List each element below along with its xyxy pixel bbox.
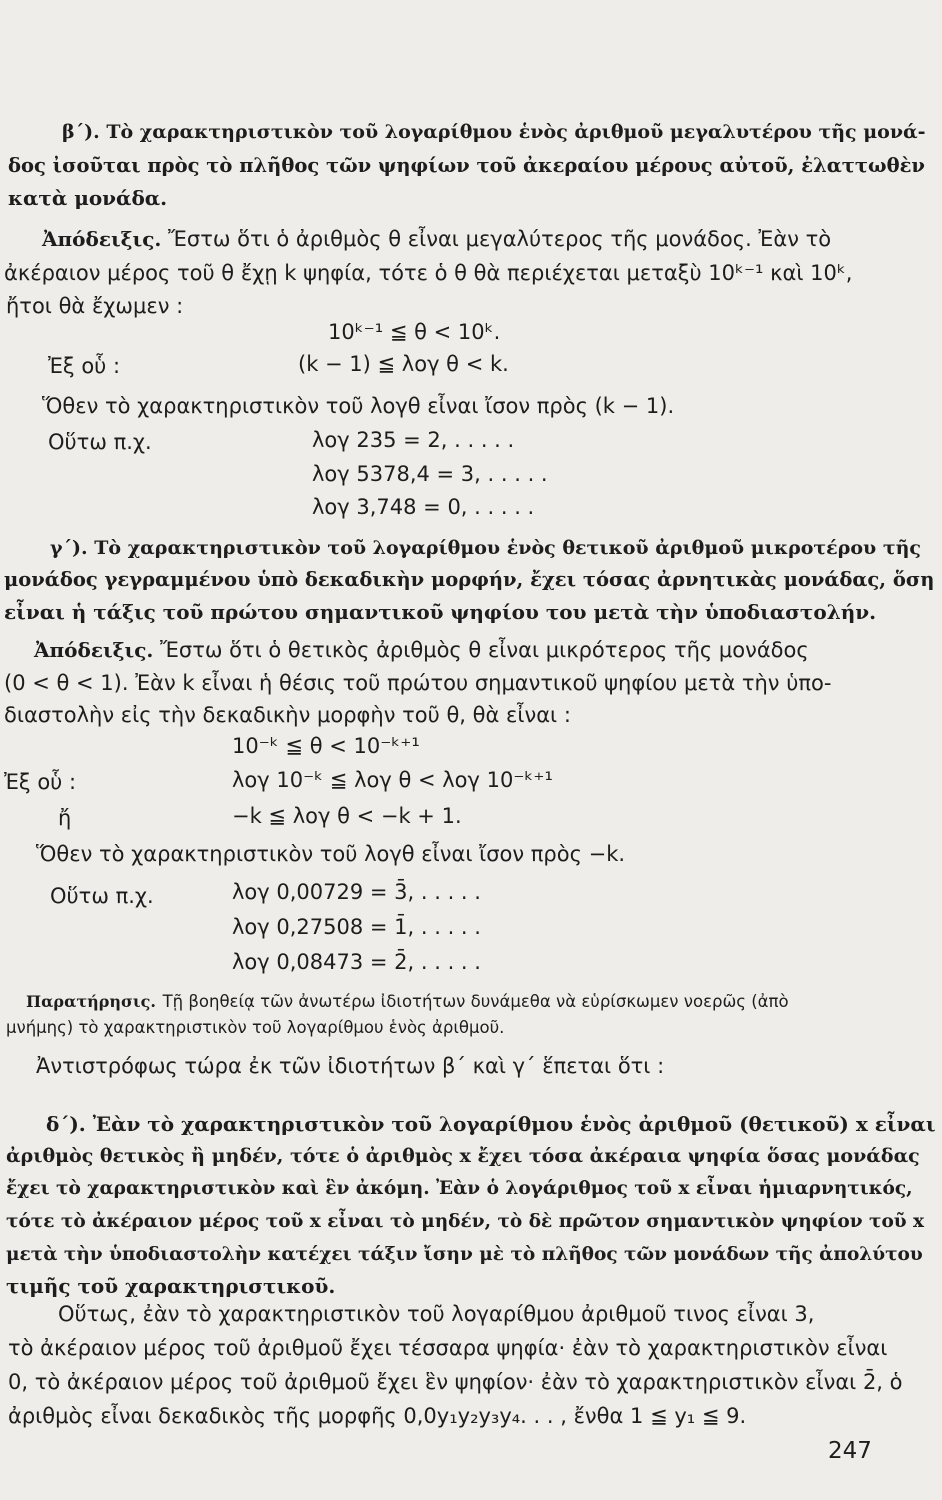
beta-example-1: λογ 235 = 2, . . . . .	[312, 428, 515, 452]
gamma-example-label: Οὕτω π.χ.	[50, 884, 154, 908]
gamma-proof	[34, 636, 809, 664]
closing-line-3: 0, τὸ ἀκέραιον μέρος τοῦ ἀριθμοῦ ἔχει ἓν ψηφίον· ἐὰν τὸ χαρακτηριστικὸν εἶναι 2̄, ὁ	[8, 1370, 903, 1394]
beta-proof-line-2: ἀκέραιον μέρος τοῦ θ ἔχῃ k ψηφία, τότε ὁ θ θὰ περιέχεται μεταξὺ 10ᵏ⁻¹ καὶ 10ᵏ,	[4, 261, 853, 285]
gamma-example-1: λογ 0,00729 = 3̄, . . . . .	[232, 880, 481, 904]
gamma-proof-line-1: Ἔστω ὅτι ὁ θετικὸς ἀριθμὸς θ εἶναι μικρότερος τῆς μονάδος	[160, 638, 809, 662]
closing-line-1: Οὕτως, ἐὰν τὸ χαρακτηριστικὸν τοῦ λογαρίθμου ἀριθμοῦ τινος εἶναι 3,	[58, 1302, 815, 1326]
converse-statement: Ἀντιστρόφως τώρα ἐκ τῶν ἰδιοτήτων β΄ καὶ γ΄ ἕπεται ὅτι :	[36, 1054, 665, 1078]
beta-example-label: Οὕτω π.χ.	[48, 430, 152, 454]
delta-statement-line-4: τότε τὸ ἀκέραιον μέρος τοῦ x εἶναι τὸ μηδέν, τὸ δὲ πρῶτον σημαντικὸν ψηφίον τοῦ x	[6, 1211, 925, 1232]
gamma-conclusion: Ὅθεν τὸ χαρακτηριστικὸν τοῦ λογθ εἶναι ἴσον πρὸς −k.	[36, 842, 626, 866]
gamma-hence-label: Ἐξ οὗ :	[4, 770, 77, 794]
gamma-inequality-3: −k ≦ λογ θ < −k + 1.	[232, 804, 462, 828]
beta-inequality-1: 10ᵏ⁻¹ ≦ θ < 10ᵏ.	[328, 320, 501, 344]
gamma-statement-line-3: εἶναι ἡ τάξις τοῦ πρώτου σημαντικοῦ ψηφίου του μετὰ τὴν ὑποδιαστολήν.	[4, 600, 877, 624]
beta-proof-label: Ἀπόδειξις.	[42, 227, 162, 251]
gamma-example-2: λογ 0,27508 = 1̄, . . . . .	[232, 915, 481, 939]
gamma-example-3: λογ 0,08473 = 2̄, . . . . .	[232, 950, 481, 974]
delta-statement-line-2: ἀριθμὸς θετικὸς ἢ μηδέν, τότε ὁ ἀριθμὸς x ἔχει τόσα ἀκέραια ψηφία ὅσας μονάδας	[6, 1145, 920, 1167]
delta-statement-line-5: μετὰ τὴν ὑποδιαστολὴν κατέχει τάξιν ἴσην μὲ τὸ πλῆθος τῶν μονάδων τῆς ἀπολύτου	[6, 1244, 923, 1265]
beta-proof-line-3: ἤτοι θὰ ἔχωμεν :	[6, 294, 184, 318]
gamma-or-label: ἤ	[58, 806, 72, 830]
beta-proof-line-1: Ἔστω ὅτι ὁ ἀριθμὸς θ εἶναι μεγαλύτερος τῆς μονάδος. Ἐὰν τὸ	[168, 227, 832, 251]
beta-statement-line-2: δος ἰσοῦται πρὸς τὸ πλῆθος τῶν ψηφίων τοῦ ἀκεραίου μέρους αὐτοῦ, ἐλαττωθὲν	[8, 154, 925, 177]
remark-line-1: Τῇ βοηθείᾳ τῶν ἀνωτέρω ἰδιοτήτων δυνάμεθα νὰ εὑρίσκωμεν νοερῶς (ἀπὸ	[162, 992, 789, 1011]
beta-example-3: λογ 3,748 = 0, . . . . .	[312, 495, 535, 519]
gamma-proof-label: Ἀπόδειξις.	[34, 638, 154, 662]
remark-line-2: μνήμης) τὸ χαρακτηριστικὸν τοῦ λογαρίθμου ἑνὸς ἀριθμοῦ.	[6, 1018, 505, 1037]
remark	[26, 986, 789, 1016]
beta-hence-label: Ἐξ οὗ :	[48, 354, 121, 378]
gamma-proof-line-3: διαστολὴν εἰς τὴν δεκαδικὴν μορφὴν τοῦ θ, θὰ εἶναι :	[4, 703, 571, 727]
gamma-statement-line-2: μονάδος γεγραμμένου ὑπὸ δεκαδικὴν μορφήν, ἔχει τόσας ἀρνητικὰς μονάδας, ὅση	[4, 568, 935, 591]
gamma-inequality-2: λογ 10⁻ᵏ ≦ λογ θ < λογ 10⁻ᵏ⁺¹	[232, 768, 553, 792]
gamma-inequality-1: 10⁻ᵏ ≦ θ < 10⁻ᵏ⁺¹	[232, 734, 420, 758]
closing-line-4: ἀριθμὸς εἶναι δεκαδικὸς τῆς μορφῆς 0,0y₁y₂y₃y₄. . . , ἔνθα 1 ≦ y₁ ≦ 9.	[8, 1404, 747, 1428]
beta-conclusion: Ὅθεν τὸ χαρακτηριστικὸν τοῦ λογθ εἶναι ἴσον πρὸς (k − 1).	[42, 394, 675, 418]
gamma-statement-line-1: γ΄). Τὸ χαρακτηριστικὸν τοῦ λογαρίθμου ἑνὸς θετικοῦ ἀριθμοῦ μικροτέρου τῆς	[50, 537, 921, 559]
beta-inequality-2: (k − 1) ≦ λογ θ < k.	[298, 352, 509, 376]
beta-statement-line-1: β΄). Τὸ χαρακτηριστικὸν τοῦ λογαρίθμου ἑνὸς ἀριθμοῦ μεγαλυτέρου τῆς μονά-	[62, 121, 926, 143]
page-number: 247	[828, 1438, 872, 1464]
delta-statement-line-3: ἔχει τὸ χαρακτηριστικὸν καὶ ἓν ἀκόμη. Ἐὰν ὁ λογάριθμος τοῦ x εἶναι ἡμιαρνητικός,	[6, 1178, 913, 1199]
delta-statement-line-6: τιμῆς τοῦ χαρακτηριστικοῦ.	[6, 1274, 336, 1298]
delta-statement-line-1: δ΄). Ἐὰν τὸ χαρακτηριστικὸν τοῦ λογαρίθμου ἑνὸς ἀριθμοῦ (θετικοῦ) x εἶναι	[46, 1112, 936, 1136]
beta-example-2: λογ 5378,4 = 3, . . . . .	[312, 462, 548, 486]
remark-label: Παρατήρησις.	[26, 992, 156, 1011]
closing-line-2: τὸ ἀκέραιον μέρος τοῦ ἀριθμοῦ ἔχει τέσσαρα ψηφία· ἐὰν τὸ χαρακτηριστικὸν εἶναι	[8, 1336, 888, 1360]
beta-proof	[42, 225, 831, 253]
gamma-proof-line-2: (0 < θ < 1). Ἐὰν k εἶναι ἡ θέσις τοῦ πρώτου σημαντικοῦ ψηφίου μετὰ τὴν ὑπο-	[4, 671, 832, 695]
beta-statement-line-3: κατὰ μονάδα.	[8, 186, 168, 210]
